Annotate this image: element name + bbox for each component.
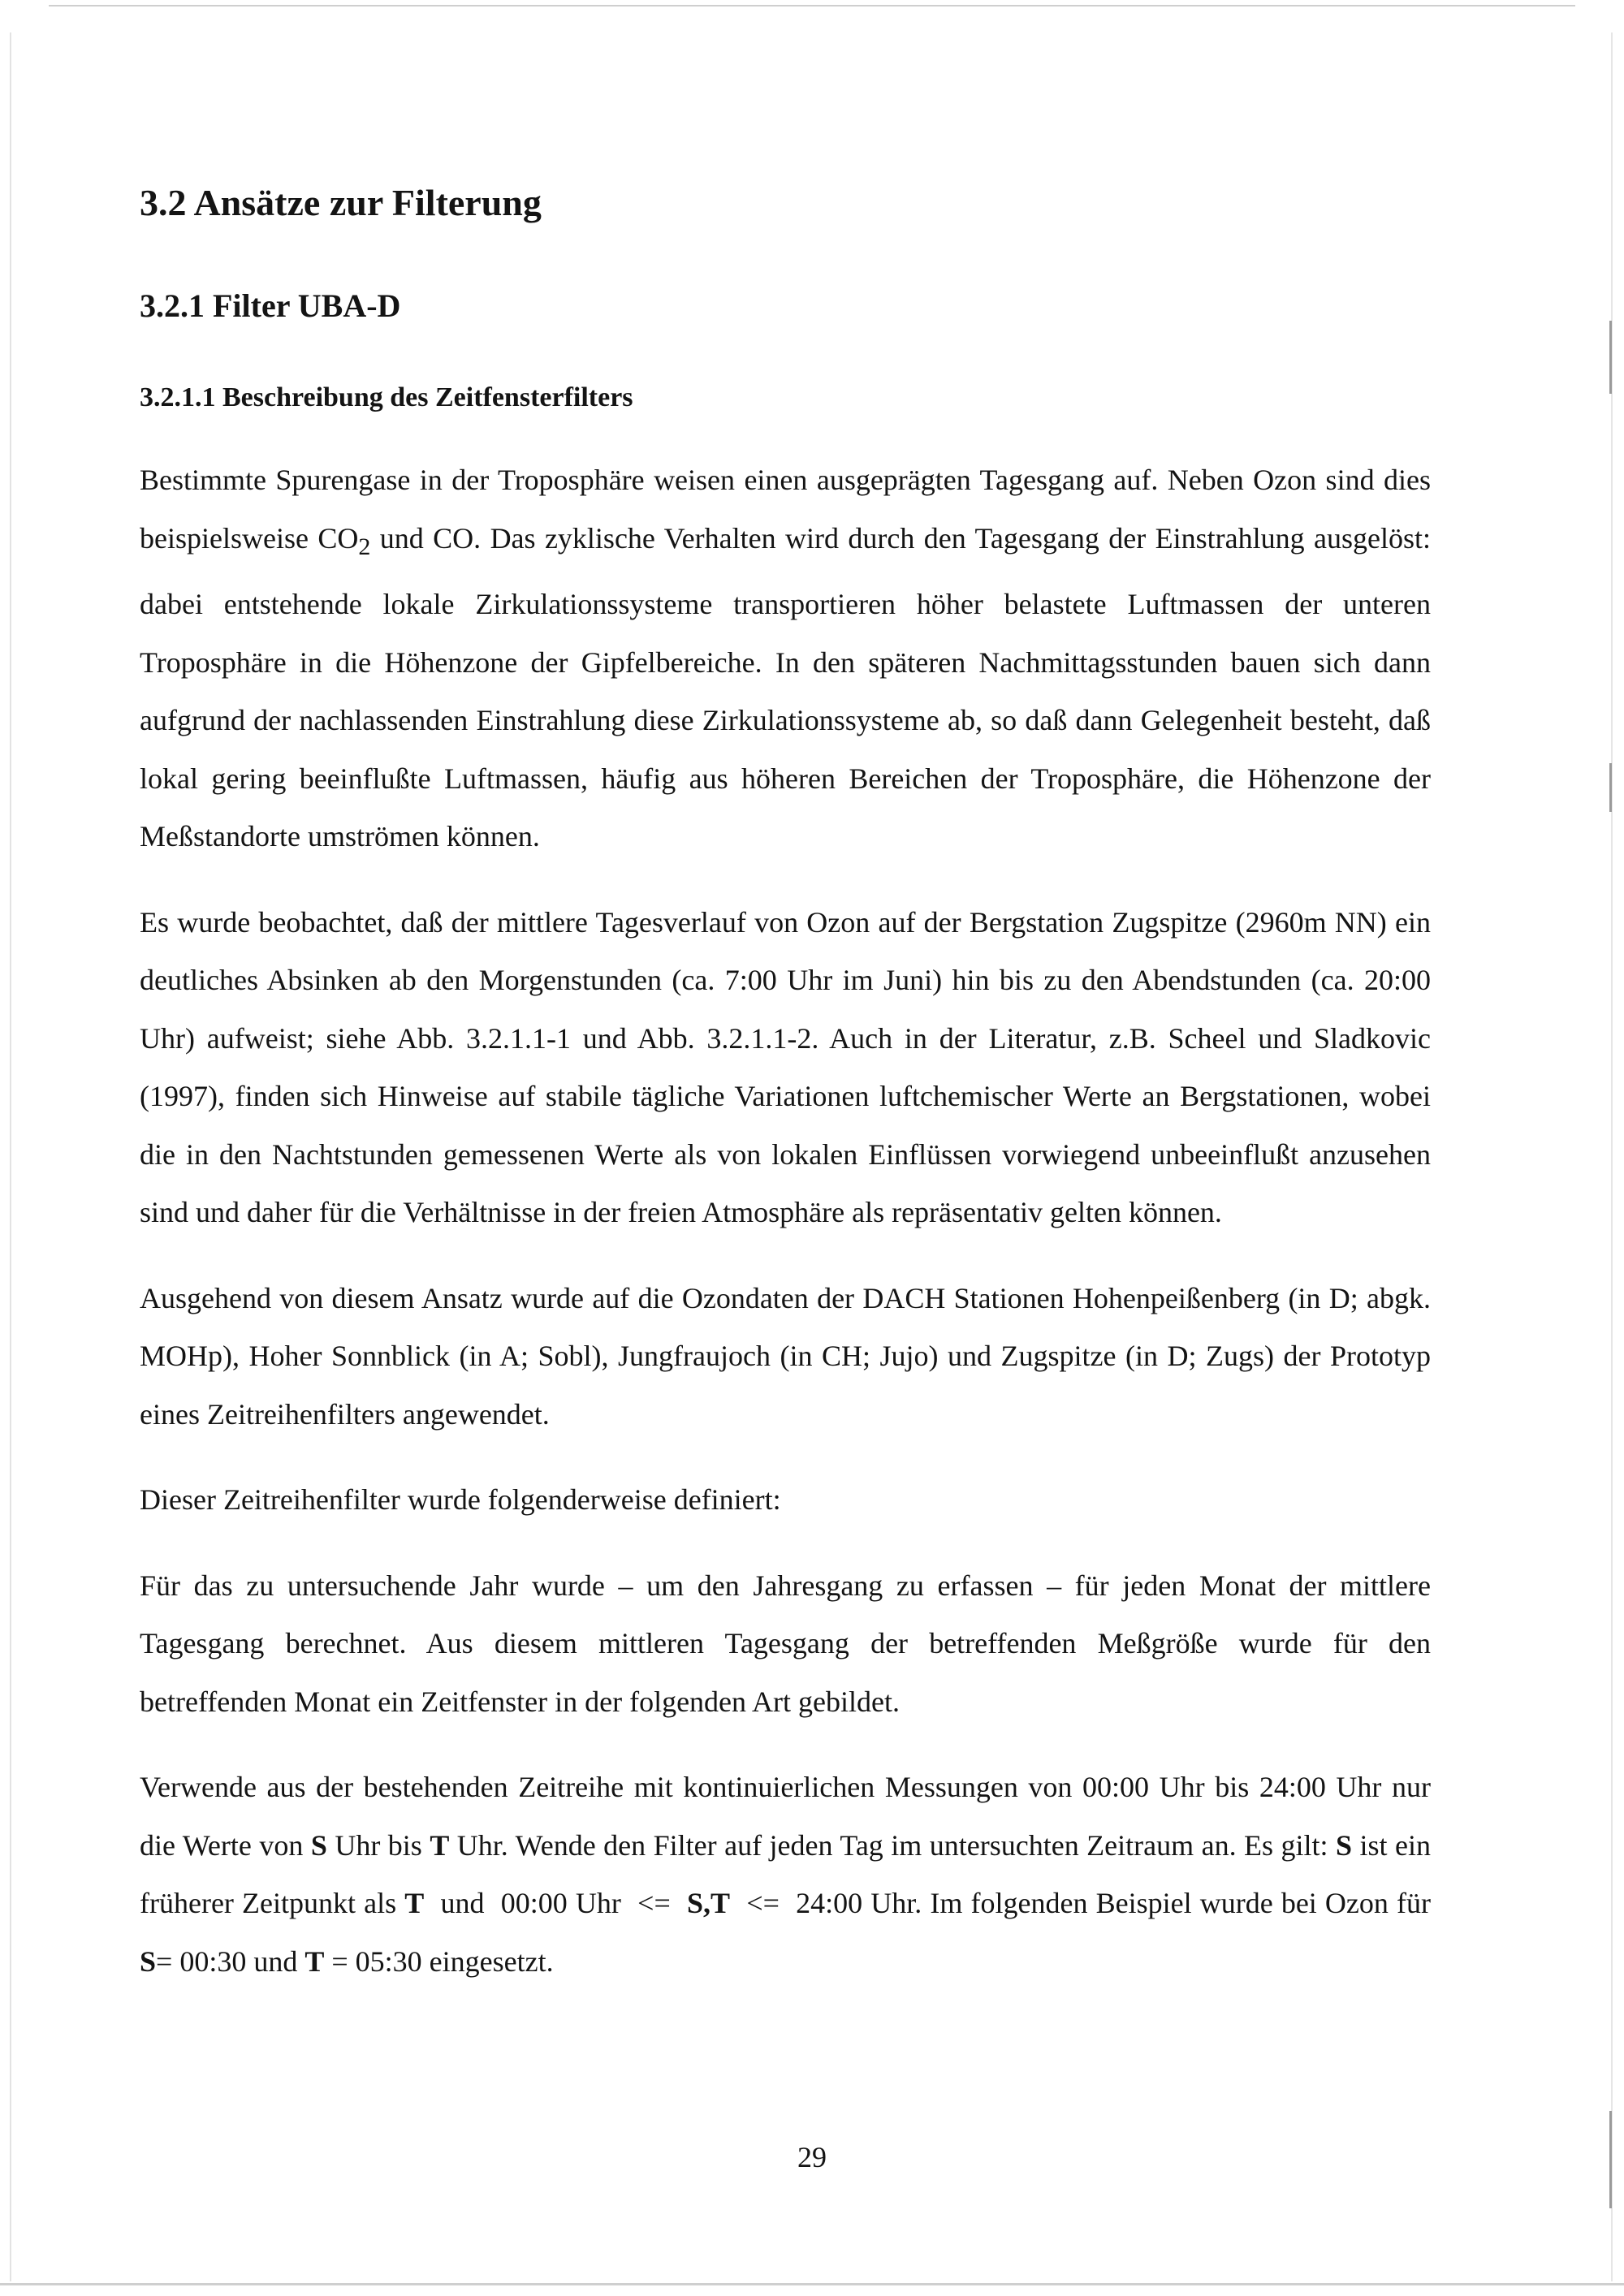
scan-edge-bottom: [0, 2283, 1624, 2285]
scan-artifact: [1609, 321, 1612, 394]
paragraph-3: Ausgehend von diesem Ansatz wurde auf die Ozondaten der DACH Stationen Hohenpeißenberg (in D; abgk. MOHp), Hoher Sonnblick (in A; Sobl), Jungfraujoch (in CH; Jujo) und Zugspitze (in D; Zugs) der Prototyp eines Zeitreihenfilters angewendet.: [140, 1281, 1431, 1431]
page-number: 29: [797, 2141, 827, 2173]
paragraph-4: Dieser Zeitreihenfilter wurde folgenderweise definiert:: [140, 1483, 781, 1517]
paragraph-2: Es wurde beobachtet, daß der mittlere Tagesverlauf von Ozon auf der Bergstation Zugspitze (2960m NN) ein deutliches Absinken ab den Morgenstunden (ca. 7:00 Uhr im Juni) hin bis zu den Abendstunden (ca. 20:00 Uhr) aufweist; siehe Abb. 3.2.1.1-1 und Abb. 3.2.1.1-2. Auch in der Literatur, z.B. Scheel und Sladkovic (1997), finden sich Hinweise auf stabile tägliche Variationen luftchemischer Werte an Bergstationen, wobei die in den Nachtstunden gemessenen Werte als von lokalen Einflüssen vorwiegend unbeeinflußt anzusehen sind und daher für die Verhältnisse in der freien Atmosphäre als repräsentativ gelten können.: [140, 905, 1431, 1229]
body-text: [140, 451, 1439, 2018]
subsubsection-heading: 3.2.1.1 Beschreibung des Zeitfensterfilters: [140, 382, 633, 412]
paragraph-5: Für das zu untersuchende Jahr wurde – um den Jahresgang zu erfassen – für jeden Monat der mittlere Tagesgang berechnet. Aus diesem mittleren Tagesgang der betreffenden Meßgröße wurde für den betreffenden Monat ein Zeitfenster in der folgenden Art gebildet.: [140, 1569, 1431, 1718]
section-heading: 3.2 Ansätze zur Filterung: [140, 182, 542, 223]
scan-edge-top: [49, 5, 1575, 6]
scan-edge-left: [10, 32, 11, 2281]
subsection-heading: 3.2.1 Filter UBA-D: [140, 287, 401, 324]
subscript: 2: [358, 533, 371, 560]
scan-artifact: [1609, 763, 1612, 812]
paragraph-1: Bestimmte Spurengase in der Troposphäre weisen einen ausgeprägten Tagesgang auf. Neben Ozon sind dies beispielsweise $CO_2$ und CO. Das zyklische Verhalten wird durch den Tagesgang der Einstrahlung ausgelöst: dabei entstehende lokale Zirkulationssysteme transportieren höher belastete Luftmassen der unteren Troposphäre in die Höhenzone der Gipfelbereiche. In den späteren Nachmittagsstunden bauen sich dann aufgrund der nachlassenden Einstrahlung diese Zirkulationssysteme ab, so daß dann Gelegenheit besteht, daß lokal gering beeinflußte Luftmassen, häufig aus höheren Bereichen der Troposphäre, die Höhenzone der Meßstandorte umströmen können.: [140, 464, 1431, 853]
paragraph-6: Verwende aus der bestehenden Zeitreihe mit kontinuierlichen Messungen von 00:00 Uhr bis 24:00 Uhr nur die Werte von S Uhr bis T Uhr. Wende den Filter auf jeden Tag im untersuchten Zeitraum an. Es gilt: S ist ein früherer Zeitpunkt als T und 00:00 Uhr <= S,T <= 24:00 Uhr. Im folgenden Beispiel wurde bei Ozon für S= 00:30 und T = 05:30 eingesetzt.: [140, 1771, 1439, 1978]
